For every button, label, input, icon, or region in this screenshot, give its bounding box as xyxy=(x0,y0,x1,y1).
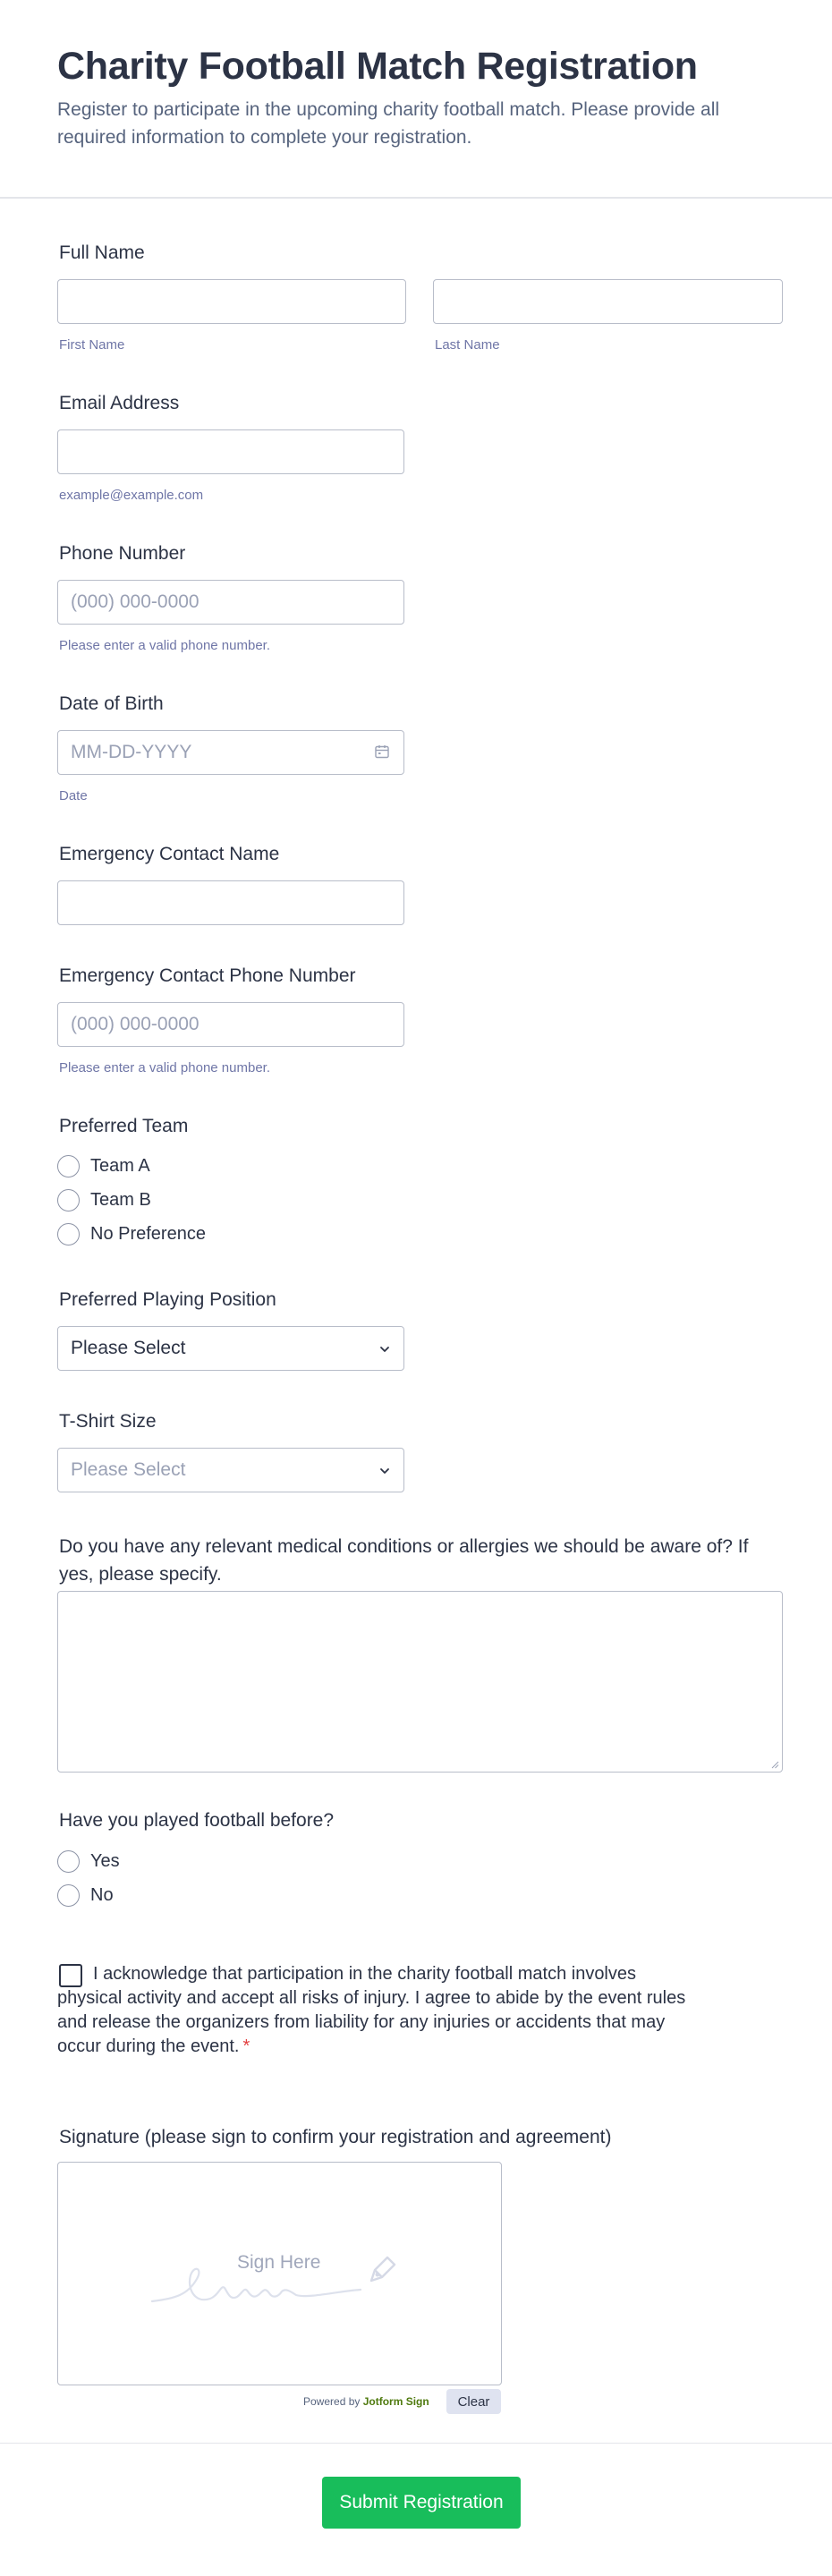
played-before-label: Have you played football before? xyxy=(59,1810,335,1831)
phone-input[interactable] xyxy=(57,580,404,625)
radio-button[interactable] xyxy=(57,1155,80,1177)
radio-button[interactable] xyxy=(57,1189,80,1211)
emergency-name-label: Emergency Contact Name xyxy=(59,844,280,864)
radio-option-yes[interactable] xyxy=(57,1849,120,1874)
position-label: Preferred Playing Position xyxy=(59,1289,276,1310)
radio-label: Team B xyxy=(90,1189,151,1210)
position-select[interactable] xyxy=(57,1326,404,1371)
resize-handle-icon[interactable] xyxy=(770,1760,779,1769)
radio-option-team-b[interactable] xyxy=(57,1187,151,1212)
powered-brand: Jotform Sign xyxy=(362,2395,429,2408)
radio-button[interactable] xyxy=(57,1850,80,1873)
chevron-down-icon xyxy=(378,1343,391,1356)
signature-placeholder: Sign Here xyxy=(237,2252,321,2273)
calendar-icon[interactable] xyxy=(374,744,390,760)
first-name-sublabel: First Name xyxy=(59,337,125,353)
submit-button[interactable]: Submit Registration xyxy=(322,2477,521,2529)
last-name-sublabel: Last Name xyxy=(435,337,500,353)
radio-button[interactable] xyxy=(57,1223,80,1245)
form-header xyxy=(0,0,832,199)
dob-sublabel: Date xyxy=(59,788,88,803)
emergency-phone-label: Emergency Contact Phone Number xyxy=(59,965,356,986)
first-name-input[interactable] xyxy=(57,279,406,324)
select-value: Please Select xyxy=(71,1459,186,1480)
dob-input[interactable] xyxy=(57,730,404,775)
radio-option-team-a[interactable] xyxy=(57,1153,150,1178)
emergency-name-input[interactable] xyxy=(57,880,404,925)
phone-sublabel: Please enter a valid phone number. xyxy=(59,638,270,653)
signature-pad[interactable] xyxy=(57,2162,502,2385)
radio-option-no[interactable] xyxy=(57,1883,114,1908)
email-input[interactable] xyxy=(57,429,404,474)
email-label: Email Address xyxy=(59,393,180,413)
radio-option-no-preference[interactable] xyxy=(57,1221,206,1246)
radio-button[interactable] xyxy=(57,1884,80,1907)
tshirt-select[interactable] xyxy=(57,1448,404,1492)
email-sublabel: example@example.com xyxy=(59,488,204,503)
chevron-down-icon xyxy=(378,1465,391,1477)
emergency-phone-sublabel: Please enter a valid phone number. xyxy=(59,1060,270,1075)
acknowledgement-text xyxy=(57,1962,701,2059)
phone-label: Phone Number xyxy=(59,543,186,564)
full-name-label: Full Name xyxy=(59,242,145,263)
radio-label: No xyxy=(90,1884,114,1905)
footer-divider xyxy=(0,2443,832,2444)
tshirt-label: T-Shirt Size xyxy=(59,1411,157,1432)
last-name-input[interactable] xyxy=(433,279,783,324)
pen-icon xyxy=(362,2250,402,2290)
signature-label: Signature (please sign to confirm your registration and agreement) xyxy=(59,2127,612,2147)
powered-by-text xyxy=(303,2395,429,2408)
medical-label: Do you have any relevant medical conditions or allergies we should be aware of? If yes, please specify. xyxy=(59,1536,749,1585)
dob-label: Date of Birth xyxy=(59,693,164,714)
clear-signature-button[interactable]: Clear xyxy=(446,2389,501,2414)
emergency-phone-input[interactable] xyxy=(57,1002,404,1047)
select-value: Please Select xyxy=(71,1338,186,1358)
radio-label: Team A xyxy=(90,1155,150,1176)
page-subtitle: Register to participate in the upcoming charity football match. Please provide all required information to complete your registration. xyxy=(57,99,720,148)
powered-prefix: Powered by xyxy=(303,2395,361,2408)
radio-label: Yes xyxy=(90,1850,120,1871)
required-asterisk: * xyxy=(242,2036,250,2056)
medical-textarea[interactable] xyxy=(57,1591,783,1773)
acknowledgement-label: I acknowledge that participation in the charity football match involves physical activity and accept all risks of injury. I agree to abide by the event rules and release the organizers from liability for any injuries or accidents that may occur during the event. xyxy=(57,1964,686,2056)
page-title: Charity Football Match Registration xyxy=(57,45,698,88)
radio-label: No Preference xyxy=(90,1223,206,1244)
preferred-team-label: Preferred Team xyxy=(59,1116,189,1136)
